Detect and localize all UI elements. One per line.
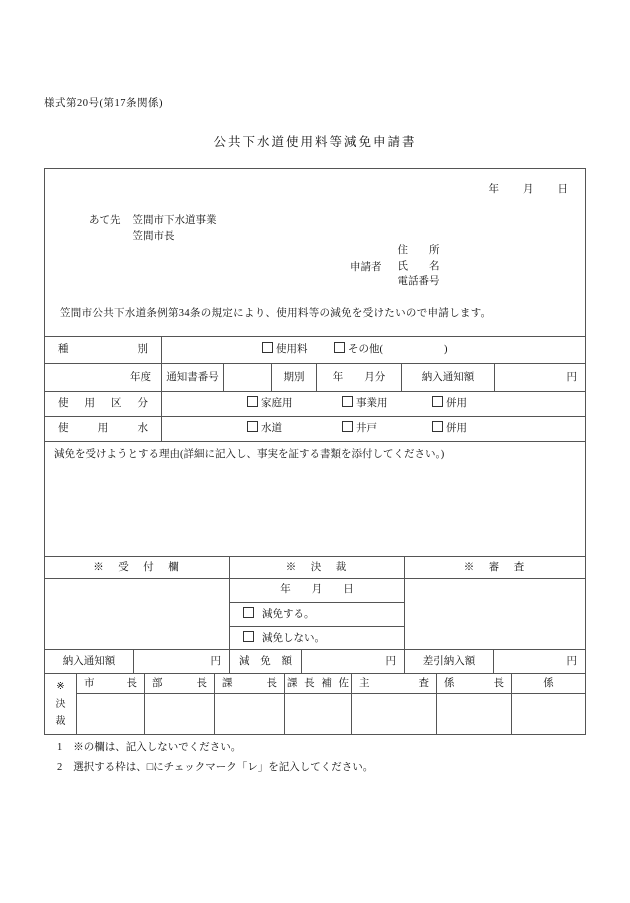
approve-option-label: 減免する。	[262, 609, 315, 620]
note-2-text: 選択する枠は、□にチェックマーク「レ」を記入してください。	[73, 762, 374, 773]
approval-cell	[229, 579, 404, 649]
stamp-section-label	[45, 674, 76, 734]
approval-header: ※ 決 裁	[229, 557, 404, 578]
footer-notes	[57, 738, 373, 778]
stamp-grid-row	[45, 673, 585, 734]
addressee-block	[89, 213, 217, 245]
stamp-head-senior-staff: 主査	[352, 674, 436, 694]
water-options-cell	[161, 417, 585, 441]
office-middle-row	[45, 578, 585, 649]
applicant-block	[350, 243, 440, 290]
stamp-col-staff	[511, 674, 585, 734]
stamp-cell-subsection-chief[interactable]	[437, 694, 511, 734]
name-label[interactable]: 氏 名	[397, 260, 440, 272]
reason-input[interactable]	[45, 442, 585, 556]
usage-category-row	[45, 391, 585, 416]
stamp-cell-department-head[interactable]	[145, 694, 214, 734]
water-source-label: 使用水	[58, 423, 148, 434]
checkbox-other[interactable]	[334, 342, 345, 353]
checkbox-reject[interactable]	[243, 631, 254, 642]
application-date-line[interactable]: 年 月 日	[488, 184, 569, 195]
stamp-label-char-1: ※	[56, 681, 65, 692]
year-row	[45, 363, 585, 391]
review-header: ※ 審 査	[404, 557, 585, 578]
reception-header: ※ 受 付 欄	[93, 562, 181, 573]
stamp-cell-section-chief[interactable]	[215, 694, 284, 734]
stamp-col-assistant-chief	[284, 674, 351, 734]
stamp-head-assistant-chief: 課長補佐	[285, 674, 351, 694]
type-row	[45, 336, 585, 363]
note-2	[57, 758, 373, 778]
checkbox-approve[interactable]	[243, 607, 254, 618]
stamp-head-department-head: 部長	[145, 674, 214, 694]
office-notice-amount-input[interactable]: 円	[133, 650, 229, 673]
water-option-well: 井戸	[356, 423, 377, 434]
reduction-amount-input[interactable]: 円	[301, 650, 404, 673]
stamp-head-mayor: 市長	[77, 674, 144, 694]
type-option-usage-fee: 使用料	[276, 344, 308, 355]
amounts-row	[45, 649, 585, 673]
reason-label: 減免を受けようとする理由(詳細に記入し、事実を証する書類を添付してください。)	[54, 449, 445, 460]
review-area[interactable]	[404, 579, 585, 649]
addressee-line-mayor: 笠間市長	[132, 231, 175, 242]
stamp-col-department-head	[144, 674, 214, 734]
checkbox-combined-usage[interactable]	[432, 396, 443, 407]
approval-option-reject	[230, 626, 404, 649]
usage-option-business: 事業用	[356, 398, 388, 409]
page-title: 公共下水道使用料等減免申請書	[213, 135, 417, 149]
reception-area[interactable]	[45, 579, 229, 649]
stamp-head-section-chief: 課長	[215, 674, 284, 694]
note-1-text: ※の欄は、記入しないでください。	[73, 742, 242, 753]
stamp-col-mayor	[76, 674, 144, 734]
note-1	[57, 738, 373, 758]
water-option-waterworks: 水道	[261, 423, 282, 434]
stamp-label-char-3: 裁	[55, 716, 66, 727]
reject-option-label: 減免しない。	[262, 633, 325, 644]
balance-amount-input[interactable]: 円	[493, 650, 585, 673]
checkbox-combined-water[interactable]	[432, 421, 443, 432]
stamp-label-char-2: 決	[55, 698, 66, 710]
notice-amount-input[interactable]: 円	[494, 364, 585, 391]
addressee-line-sewerage: 笠間市下水道事業	[132, 215, 217, 226]
checkbox-usage-fee[interactable]	[262, 342, 273, 353]
notice-number-label: 通知書番号	[161, 364, 223, 391]
stamp-head-staff: 係	[512, 674, 585, 694]
water-option-combined: 併用	[446, 423, 467, 434]
type-other-close-paren: )	[444, 344, 448, 355]
water-source-row	[45, 416, 585, 441]
checkbox-household[interactable]	[247, 396, 258, 407]
stamp-col-subsection-chief	[436, 674, 511, 734]
office-header-row	[45, 556, 585, 578]
type-option-other: その他(	[348, 344, 383, 355]
form-box	[44, 168, 586, 735]
checkbox-well[interactable]	[342, 421, 353, 432]
address-label[interactable]: 住 所	[397, 245, 440, 256]
usage-option-combined: 併用	[446, 398, 467, 409]
usage-option-household: 家庭用	[261, 398, 293, 409]
period-value-cell[interactable]: 年 月分	[316, 364, 401, 391]
stamp-head-subsection-chief: 係長	[437, 674, 511, 694]
approval-date-line[interactable]: 年 月 日	[280, 584, 354, 595]
type-label: 種別	[58, 344, 148, 355]
fiscal-year-label[interactable]: 年度	[130, 372, 151, 383]
reduction-amount-label: 減免額	[229, 650, 301, 673]
notice-amount-label: 納入通知額	[401, 364, 494, 391]
type-options-cell	[161, 337, 585, 363]
usage-options-cell	[161, 392, 585, 416]
checkbox-waterworks[interactable]	[247, 421, 258, 432]
declaration-text: 笠間市公共下水道条例第34条の規定により、使用料等の減免を受けたいので申請します。	[60, 308, 492, 319]
form-number: 様式第20号(第17条関係)	[44, 98, 163, 109]
usage-category-label: 使用区分	[58, 398, 148, 409]
office-notice-amount-label: 納入通知額	[62, 656, 116, 667]
stamp-cell-staff[interactable]	[512, 694, 585, 734]
applicant-label: 申請者	[350, 261, 382, 273]
stamp-cell-assistant-chief[interactable]	[285, 694, 351, 734]
stamp-cell-senior-staff[interactable]	[352, 694, 436, 734]
checkbox-business[interactable]	[342, 396, 353, 407]
stamp-col-section-chief	[214, 674, 284, 734]
phone-label[interactable]: 電話番号	[397, 276, 440, 287]
reason-row	[45, 441, 585, 556]
stamp-col-senior-staff	[351, 674, 436, 734]
note-2-number: 2	[57, 762, 63, 773]
period-label: 期別	[271, 364, 316, 391]
balance-amount-label: 差引納入額	[404, 650, 493, 673]
notice-number-input[interactable]	[223, 364, 271, 391]
addressee-label: あて先	[89, 215, 121, 226]
approval-option-approve	[230, 602, 404, 626]
note-1-number: 1	[57, 742, 63, 753]
stamp-cell-mayor[interactable]	[77, 694, 144, 734]
